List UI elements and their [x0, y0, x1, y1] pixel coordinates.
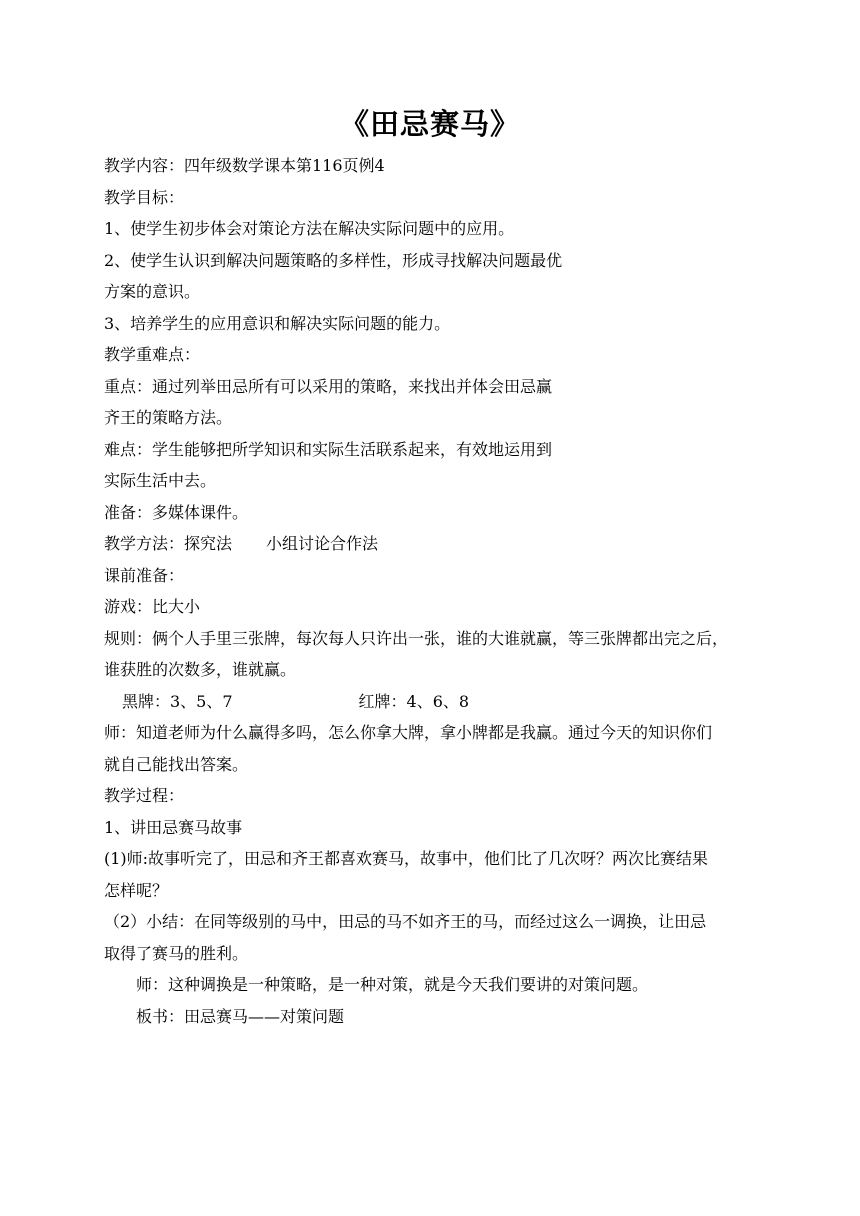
teaching-goals-heading: 教学目标：	[104, 187, 185, 207]
goal-3-line: 3、培养学生的应用意识和解决实际问题的能力。	[104, 313, 451, 333]
key-point-line: 重点：通过列举田忌所有可以采用的策略，来找出并体会田忌赢	[104, 376, 553, 396]
black-cards: 黑牌：3、5、7	[122, 691, 233, 711]
game-line: 游戏：比大小	[104, 597, 201, 616]
preparation-line: 准备：多媒体课件。	[104, 502, 249, 522]
teaching-method-part-1: 教学方法：探究法	[104, 534, 233, 553]
teaching-method-part-2: 小组讨论合作法	[266, 534, 379, 553]
summary-continuation: 取得了赛马的胜利。	[104, 943, 249, 963]
cards-line	[104, 686, 776, 718]
step-1-sub-1-line: (1)师:故事听完了，田忌和齐王都喜欢赛马，故事中，他们比了几次呀？两次比赛结果	[104, 849, 709, 868]
difficult-point-line: 难点：学生能够把所学知识和实际生活联系起来，有效地运用到	[104, 439, 553, 459]
teaching-method-line	[104, 528, 776, 560]
summary-line: （2）小结：在同等级别的马中，田忌的马不如齐王的马，而经过这么一调换，让田忌	[104, 912, 707, 931]
document-body	[104, 150, 776, 1032]
goal-2-continuation: 方案的意识。	[104, 282, 201, 301]
goal-1-line: 1、使学生初步体会对策论方法在解决实际问题中的应用。	[104, 219, 515, 238]
rules-line: 规则：俩个人手里三张牌，每次每人只许出一张，谁的大谁就赢，等三张牌都出完之后，	[104, 628, 729, 648]
teacher-strategy-line: 师：这种调换是一种策略，是一种对策，就是今天我们要讲的对策问题。	[136, 975, 649, 994]
difficult-point-continuation: 实际生活中去。	[104, 471, 217, 490]
teaching-content-line: 教学内容：四年级数学课本第116页例4	[104, 156, 385, 175]
step-1-sub-1-continuation: 怎样呢？	[104, 880, 169, 900]
blackboard-line: 板书：田忌赛马——对策问题	[136, 1006, 345, 1026]
rules-continuation: 谁获胜的次数多，谁就赢。	[104, 660, 297, 679]
teaching-process-heading: 教学过程：	[104, 786, 185, 805]
teacher-question-line: 师：知道老师为什么赢得多吗，怎么你拿大牌，拿小牌都是我赢。通过今天的知识你们	[104, 723, 713, 742]
goal-2-line: 2、使学生认识到解决问题策略的多样性，形成寻找解决问题最优	[104, 250, 563, 270]
key-point-continuation: 齐王的策略方法。	[104, 408, 233, 427]
document-title: 《田忌赛马》	[339, 107, 520, 141]
key-difficult-points-heading: 教学重难点：	[104, 345, 201, 364]
step-1-line: 1、讲田忌赛马故事	[104, 817, 243, 837]
red-cards: 红牌：4、6、8	[358, 691, 470, 711]
pre-class-heading: 课前准备：	[104, 565, 185, 585]
teacher-question-continuation: 就自己能找出答案。	[104, 754, 249, 774]
